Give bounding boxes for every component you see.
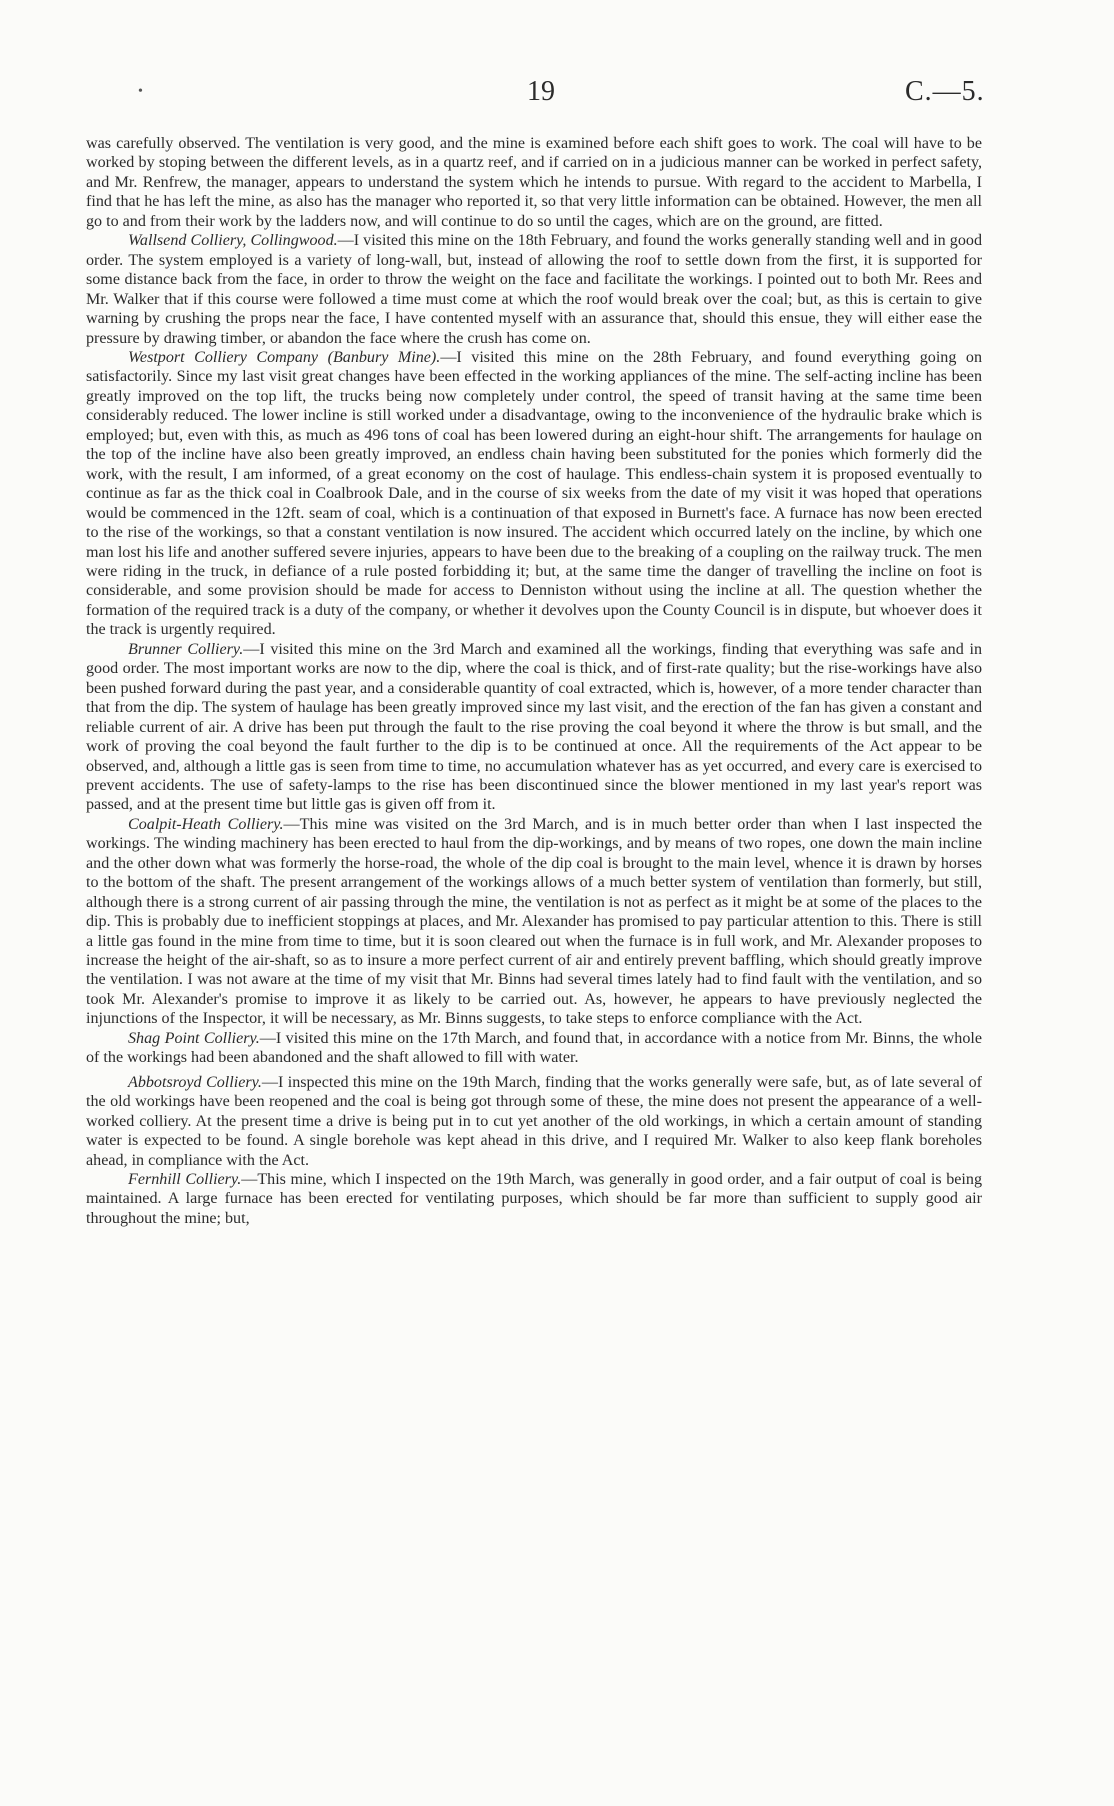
page-number: 19	[527, 76, 555, 107]
paragraph-title: Abbotsroyd Colliery.	[128, 1073, 262, 1091]
stray-mark: •	[138, 84, 143, 99]
paragraph-coalpit-heath	[86, 815, 982, 1029]
paragraph-continuation	[86, 134, 982, 231]
body-text	[86, 134, 982, 1228]
paragraph-title: Brunner Colliery.	[128, 640, 244, 658]
paragraph-text: was carefully observed. The ventilation is very good, and the mine is examined before each shift goes to work. The coal will have to be worked by stoping between the different levels, as in a quartz reef, and if carried on in a judicious manner can be worked in perfect safety, and Mr. Renfrew, the manager, appears to understand the system which he intends to pursue. With regard to the accident to Marbella, I find that he has left the mine, as also has the manager who reported it, so that very little information can be obtained. However, the men all go to and from their work by the ladders now, and will continue to do so until the cages, which are on the ground, are fitted.	[86, 135, 982, 230]
paragraph-title: Coalpit-Heath Colliery.	[128, 815, 284, 833]
paragraph-title: Fernhill Colliery.	[128, 1171, 242, 1189]
paragraph-title: Wallsend Colliery, Collingwood.	[128, 232, 338, 250]
paragraph-fernhill	[86, 1170, 982, 1228]
paragraph-shag-point	[86, 1029, 982, 1068]
page-header	[0, 76, 1114, 116]
paragraph-text: —I visited this mine on the 3rd March and examined all the workings, finding that everything was safe and in good order. The most important works are now to the dip, where the coal is thick, and of first-rate quality; but the rise-workings have also been pushed forward during the past year, and a considerable quantity of coal extracted, which is, however, of a more tender character than that from the dip. The system of haulage has been greatly improved since my last visit, and the erection of the fan has given a constant and reliable current of air. A drive has been put through the fault to the rise proving the coal beyond it where the throw is but small, and the work of proving the coal beyond the fault further to the dip is to be continued at once. All the requirements of the Act appear to be observed, and, although a little gas is seen from time to time, no accumulation whatever has as yet occurred, and every care is exercised to prevent accidents. The use of safety-lamps to the rise has been discontinued since the blower mentioned in my last year's report was passed, and at the present time but little gas is given off from it.	[86, 640, 982, 814]
paragraph-westport	[86, 348, 982, 640]
document-reference: C.—5.	[905, 76, 985, 107]
paragraph-text: —This mine was visited on the 3rd March, and is in much better order than when I last inspected the workings. The winding machinery has been erected to haul from the dip-workings, and by means of two ropes, one down the main incline and the other down what was formerly the horse-road, the whole of the dip coal is brought to the main level, whence it is drawn by horses to the bottom of the shaft. The present arrangement of the workings allows of a much better system of ventilation than formerly, but still, although there is a strong current of air passing through the mine, the ventilation is not as perfect as it might be at some of the places to the dip. This is probably due to inefficient stoppings at places, and Mr. Alexander has promised to pay particular attention to this. There is still a little gas found in the mine from time to time, but it is soon cleared out when the furnace is in full work, and Mr. Alexander proposes to increase the height of the air-shaft, so as to insure a more perfect current of air and entirely prevent baffling, which should greatly improve the ventilation. I was not aware at the time of my visit that Mr. Binns had several times lately had to find fault with the ventilation, and so took Mr. Alexander's promise to improve it as likely to be carried out. As, however, he appears to have previously neglected the injunctions of the Inspector, it will be necessary, as Mr. Binns suggests, to take steps to enforce compliance with the Act.	[86, 815, 982, 1028]
paragraph-text: —I inspected this mine on the 19th March, finding that the works generally were safe, but, as of late several of the old workings have been reopened and the coal is being got through some of these, the mine does not present the appearance of a well-worked colliery. At the present time a drive is being put in to cut yet another of the old workings, in which a certain amount of standing water is expected to be found. A single borehole was kept ahead in this drive, and I required Mr. Walker to also keep flank boreholes ahead, in compliance with the Act.	[86, 1073, 983, 1169]
paragraph-title: Shag Point Colliery.	[128, 1029, 260, 1047]
paragraph-text: —I visited this mine on the 18th February, and found the works generally standing well and in good order. The system employed is a variety of long-wall, but, instead of allowing the roof to settle down from the first, it is supported for some distance back from the face, in order to throw the weight on the face and facilitate the workings. I pointed out to both Mr. Rees and Mr. Walker that if this course were followed a time must come at which the roof would break over the coal; but, as this is certain to give warning by crushing the props near the face, I have contented myself with an assurance that, should this ensue, they will either ease the pressure by drawing timber, or abandon the face where the crush has come on.	[86, 232, 982, 347]
paragraph-brunner	[86, 640, 982, 815]
paragraph-text: —This mine, which I inspected on the 19th March, was generally in good order, and a fair output of coal is being maintained. A large furnace has been erected for ventilating purposes, which should be far more than sufficient to supply good air throughout the mine; but,	[86, 1171, 983, 1227]
paragraph-wallsend	[86, 231, 982, 348]
paragraph-abbotsroyd	[86, 1073, 982, 1170]
paragraph-title: Westport Colliery Company (Banbury Mine).	[128, 348, 441, 366]
paragraph-text: —I visited this mine on the 28th February, and found everything going on satisfactorily. Since my last visit great changes have been effected in the working appliances of the mine. The self-acting incline has been greatly improved on the top lift, the trucks being now completely under control, the speed of transit having at the same time been considerably reduced. The lower incline is still worked under a disadvantage, owing to the inconvenience of the hydraulic brake which is employed; but, even with this, as much as 496 tons of coal has been lowered during an eight-hour shift. The arrangements for haulage on the top of the incline have also been greatly improved, an endless chain having been substituted for the ponies which formerly did the work, with the result, I am informed, of a great economy on the cost of haulage. This endless-chain system it is proposed eventually to continue as far as the thick coal in Coalbrook Dale, and in the course of six weeks from the date of my visit it was hoped that operations would be commenced in the 12ft. seam of coal, which is a continuation of that exposed in Burnett's face. A furnace has now been erected to the rise of the workings, so that a constant ventilation is now insured. The accident which occurred lately on the incline, by which one man lost his life and another suffered severe injuries, appears to have been due to the breaking of a coupling on the railway truck. The men were riding in the truck, in defiance of a rule posted forbidding it; but, at the same time the danger of travelling the incline on foot is considerable, and some provision should be made for access to Denniston without using the incline at all. The question whether the formation of the required track is a duty of the company, or whether it devolves upon the County Council is in dispute, but whoever does it the track is urgently required.	[86, 348, 982, 639]
paragraph-text: —I visited this mine on the 17th March, and found that, in accordance with a notice from Mr. Binns, the whole of the workings had been abandoned and the shaft allowed to fill with water.	[86, 1029, 982, 1067]
